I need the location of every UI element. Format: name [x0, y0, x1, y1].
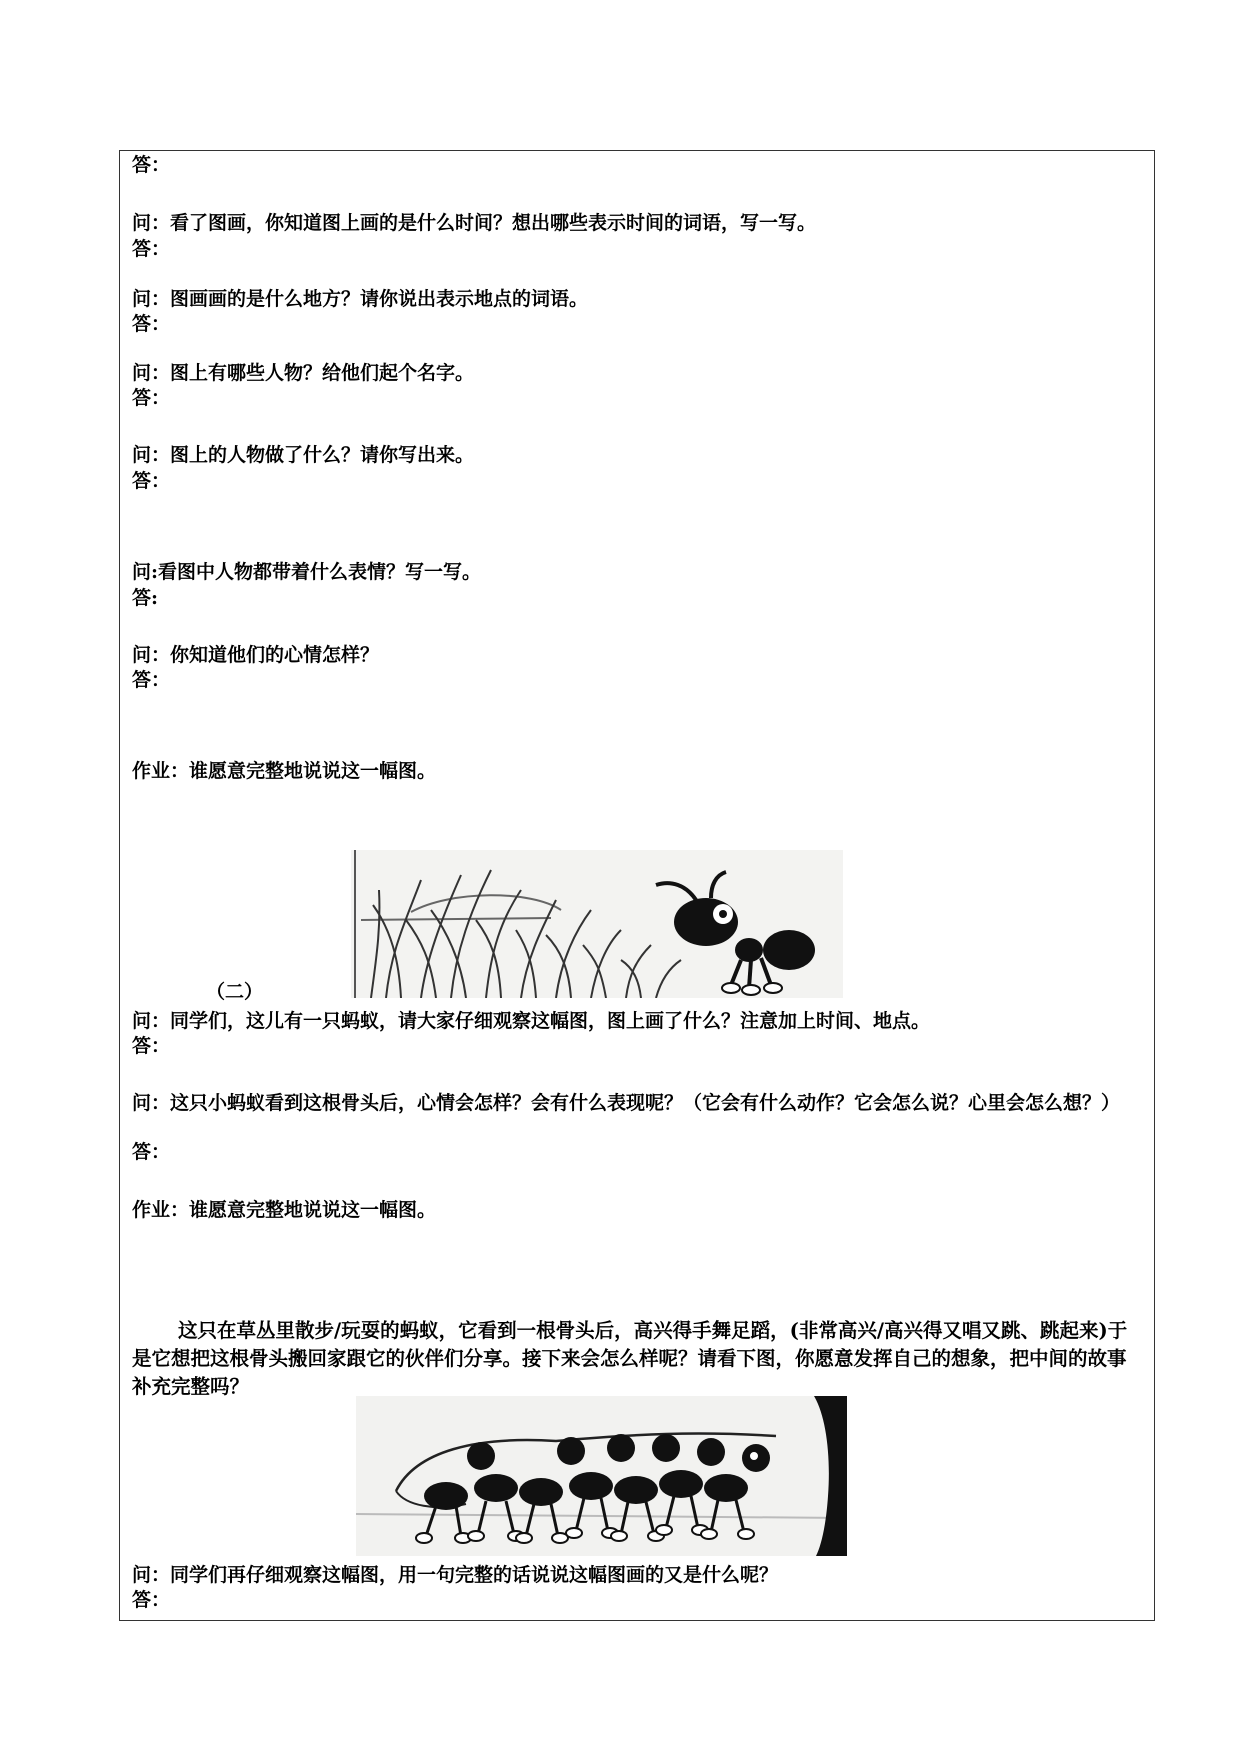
answer-line: 答： [132, 154, 171, 176]
answer-line: 答： [132, 1035, 171, 1057]
question-summarize: 问：同学们再仔细观察这幅图，用一句完整的话说说这幅图画的又是什么呢？ [132, 1564, 779, 1586]
ant-grass-illustration [351, 850, 843, 998]
story-paragraph: 这只在草丛里散步/玩耍的蚂蚁，它看到一根骨头后，高兴得手舞足蹈，(非常高兴/高兴得又唱又跳、跳起来)于是它想把这根骨头搬回家跟它的伙伴们分享。接下来会怎么样呢？请看下图，你愿意发挥自己的想象，把中间的故事补充完整吗？ [132, 1319, 1128, 1398]
question-expressions: 问:看图中人物都带着什么表情？写一写。 [132, 561, 482, 583]
answer-line: 答： [132, 238, 171, 260]
answer-line: 答： [132, 387, 171, 409]
question-observe-ant: 问：同学们，这儿有一只蚂蚁，请大家仔细观察这幅图，图上画了什么？注意加上时间、地点。 [132, 1010, 931, 1032]
answer-line: 答： [132, 470, 171, 492]
question-time: 问：看了图画，你知道图上画的是什么时间？想出哪些表示时间的词语，写一写。 [132, 212, 817, 234]
answer-line: 答: [132, 587, 159, 609]
section-heading: （二） [206, 981, 264, 1003]
question-place: 问：图画画的是什么地方？请你说出表示地点的词语。 [132, 288, 589, 310]
answer-line: 答： [132, 669, 171, 691]
ants-carrying-illustration [356, 1396, 847, 1556]
answer-line: 答： [132, 313, 171, 335]
question-characters: 问：图上有哪些人物？给他们起个名字。 [132, 362, 475, 384]
homework-line: 作业：谁愿意完整地说说这一幅图。 [132, 1199, 437, 1221]
homework-line: 作业：谁愿意完整地说说这一幅图。 [132, 760, 437, 782]
question-actions: 问：图上的人物做了什么？请你写出来。 [132, 444, 475, 466]
answer-line: 答： [132, 1141, 171, 1163]
question-ant-mood: 问：这只小蚂蚁看到这根骨头后，心情会怎样？会有什么表现呢？（它会有什么动作？它会怎么说？心里会怎么想？） [132, 1092, 1121, 1114]
question-mood: 问：你知道他们的心情怎样？ [132, 644, 380, 666]
answer-line: 答： [132, 1589, 171, 1611]
